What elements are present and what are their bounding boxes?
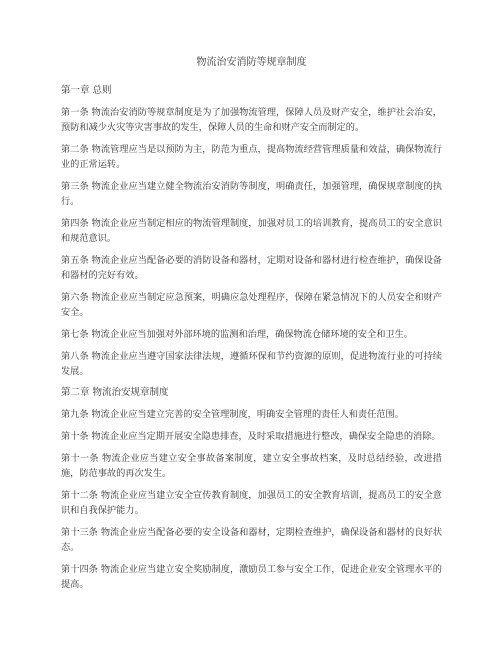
- article-1: 第一条 物流治安消防等规章制度是为了加强物流管理，保障人员及财产安全，维护社会治安，预防和减少火灾等灾害事故的发生，保障人员的生命和财产安全而制定的。: [61, 107, 442, 133]
- article-2: 第二条 物流管理应当是以预防为主，防范为重点，提高物流经营管理质量和效益，确保物流行业的正常运转。: [61, 144, 442, 170]
- document-title: 物流治安消防等规章制度: [196, 57, 307, 68]
- article-6: 第六条 物流企业应当制定应急预案，明确应急处理程序，保障在紧急情况下的人员安全和财产安全。: [61, 292, 442, 318]
- chapter-heading-1: 第一章 总则: [61, 85, 112, 96]
- article-9: 第九条 物流企业应当建立完善的安全管理制度，明确安全管理的责任人和责任范围。: [61, 409, 404, 420]
- chapter-heading-2: 第二章 物流治安规章制度: [61, 387, 169, 398]
- article-13: 第十三条 物流企业应当配备必要的安全设备和器材，定期检查维护，确保设备和器材的良好状态。: [61, 527, 442, 553]
- article-14: 第十四条 物流企业应当建立安全奖励制度，激励员工参与安全工作，促进企业安全管理水平的提高。: [61, 564, 442, 590]
- article-3: 第三条 物流企业应当建立健全物流治安消防等制度，明确责任，加强管理，确保规章制度的执行。: [61, 181, 442, 207]
- article-4: 第四条 物流企业应当制定相应的物流管理制度，加强对员工的培训教育，提高员工的安全意识和规范意识。: [61, 218, 442, 244]
- article-10: 第十条 物流企业应当定期开展安全隐患排查，及时采取措施进行整改，确保安全隐患的消除。: [61, 431, 441, 442]
- article-8: 第八条 物流企业应当遵守国家法律法规，遵循环保和节约资源的原则，促进物流行业的可持续发展。: [61, 351, 442, 377]
- article-12: 第十二条 物流企业应当建立安全宣传教育制度，加强员工的安全教育培训，提高员工的安全意识和自我保护能力。: [61, 490, 442, 516]
- article-5: 第五条 物流企业应当配备必要的消防设备和器材，定期对设备和器材进行检查维护，确保设备和器材的完好有效。: [61, 255, 442, 281]
- article-7: 第七条 物流企业应当加强对外部环境的监测和治理，确保物流仓储环境的安全和卫生。: [61, 329, 414, 340]
- article-11: 第十一条 物流企业应当建立安全事故备案制度，建立安全事故档案，及时总结经验，改进措施，防范事故的再次发生。: [61, 453, 442, 479]
